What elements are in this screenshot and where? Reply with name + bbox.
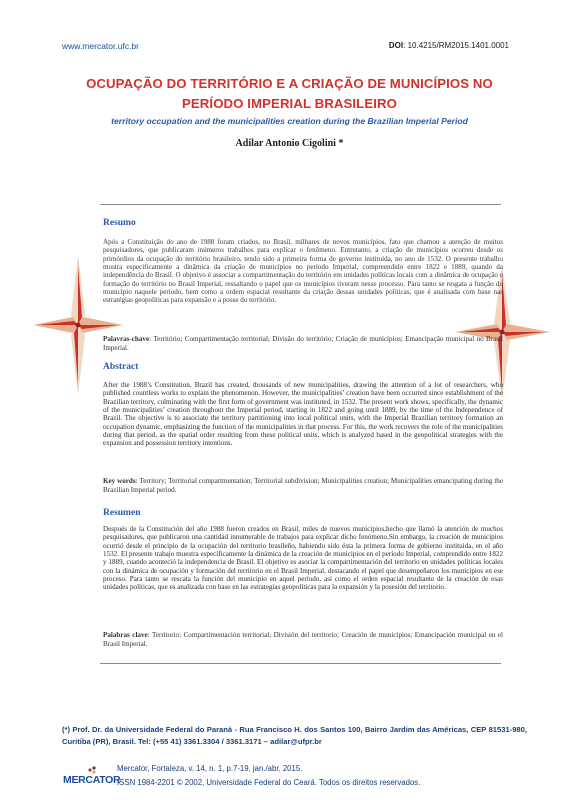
article-subtitle: territory occupation and the municipalities creation during the Brazilian Imperial Period	[111, 116, 468, 126]
divider-top	[100, 204, 501, 205]
title-line-1: OCUPAÇÃO DO TERRITÓRIO E A CRIAÇÃO DE MUNICÍPIOS NO	[86, 76, 493, 91]
article-title	[50, 74, 529, 114]
journal-url[interactable]: www.mercator.ufc.br	[62, 41, 139, 51]
divider-bottom	[100, 663, 501, 664]
footnote-text: Prof. Dr. da Universidade Federal do Paraná - Rua Francisco H. dos Santos 100, Bairro Jardim das Américas, CEP 81531-980, Curitiba (PR), Brasil. Tel: (+55 41) 3361.3304 / 3361.3171 – adilar@ufpr.br	[62, 725, 527, 746]
author-name: Adilar Antonio Cigolini *	[235, 138, 344, 149]
resumen-heading: Resumen	[103, 508, 141, 518]
title-line-2: PERÍODO IMPERIAL BRASILEIRO	[182, 96, 397, 111]
abstract-keywords-text: : Territory; Territorial compartmentation; Territorial subdivision; Municipalities creation; Municipalities emancipating during the Brazilian Imperial period.	[103, 477, 504, 494]
doi-value: : 10.4215/RM2015.1401.0001	[403, 41, 509, 50]
issn-copyright-line: ISSN 1984-2201 © 2002, Universidade Federal do Ceará. Todos os direitos reservados.	[117, 778, 421, 787]
resumo-heading: Resumo	[103, 218, 136, 228]
resumo-keywords-label: Palavras-chave	[103, 335, 150, 343]
resumen-keywords-text: : Territorio; Compartimentación territorial; División del territorio; Creación de municipios; Emancipación municipal en el Brasil Imperial.	[103, 631, 504, 648]
doi-label: DOI	[388, 41, 404, 50]
logo-text: MERCATOR	[63, 774, 121, 786]
abstract-keywords-label: Key words	[103, 477, 136, 485]
resumen-body: Después de la Constitución del año 1988 fueron creados en Brasil, miles de nuevos municipios,hecho que llamó la atención de muchos pesquisadores, que publicaron una cantidad innumerable de trabajos para explicar dicho fenómeno.Sin embargo, la creación de municipios ocurrió desde el principio de la ocupación del territorio brasileño, habiendo sido ésta la primera forma de gobierno instituida, en el año 1532. El presente trabajo muestra específicamente la dinámica de la creación de municipios en el período Imperial, comprendido entre 1822 y 1889, cuando aconteció la independencia de Brasil. El objetivo es asociar la compartimentación del territorio en unidades políticas locales con la dinámica de ocupación y formación del territorio en el Brasil Imperial, destacando el papel que desempeñaron los municipios en ese proceso. Para tanto se rescata la función del municipio en aquel período, así como el orden espacial resultante de la creación de esas unidades políticas, que es analizada con base en las estrategias geopolíticas para la expansión y la posesión del territorio.	[103, 525, 503, 592]
doi	[389, 41, 509, 50]
resumo-keywords	[103, 335, 503, 352]
resumo-body: Após a Constituição do ano de 1988 foram criados, no Brasil, milhares de novos municípios, fato que chamou a atenção de muitos pesquisadores, que publicaram inúmeros trabalhos para explicar o fenômeno. Entretanto, a criação de municípios ocorreu desde os primórdios da ocupação do território brasileiro, tendo sido a primeira forma de governo instituída, no ano de 1532. O presente trabalho mostra especificamente a dinâmica da criação de municípios no período Imperial, compreendido entre 1822 e 1889, quando da independência do Brasil. O objetivo é associar a compartimentação do território em unidades políticas locais com a dinâmica de ocupação e formação do território no Brasil Imperial, ressaltando o papel que os municípios tiveram nesse processo. Para tanto se resgata a função do município naquele período, bem como a ordem espacial resultante da criação dessas unidades políticas, que é analisada com base nas estratégias geopolíticas para expansão e a posse do território.	[103, 238, 503, 305]
footnote-mark: (*)	[62, 725, 71, 734]
resumo-keywords-text: : Território; Compartimentação territorial; Divisão do território; Criação de municípios; Emancipação municipal no Brasil Imperial.	[103, 335, 503, 352]
resumen-keywords	[103, 631, 503, 648]
resumen-keywords-label: Palabras clave	[103, 631, 148, 639]
abstract-body: After the 1988’s Constitution, Brazil has created, thousands of new municipalities, drawing the attention of a lot of researchers, who published countless works to explain the phenomenon. However, the municipalities’ creation have been occurred since establishment of the Brazilian territory, culminating with the first form of government was instituted, in 1532. The present work shows, specifically, the dynamic of the municipalities’ creation throughout the Imperial period, starting in 1822 and going until 1889, by the time of the Independence of Brazil. The objective is to associate the territory partitioning into local political units, with the Imperial Brazilian territory formation an occupation dynamic, emphasizing the function of the municipalities in that process. For this, the work recovers the role of the municipalities during that period, as the spatial order resulting from these political units, which is analyzed based in the geopolitical strategies with the expansion and possession territory intentions.	[103, 381, 503, 448]
citation-line: Mercator, Fortaleza, v. 14, n. 1, p.7-19, jan./abr. 2015.	[117, 764, 303, 773]
abstract-keywords	[103, 477, 503, 494]
author-footnote	[62, 724, 527, 747]
mercator-logo	[63, 763, 121, 789]
abstract-heading: Abstract	[103, 362, 139, 372]
